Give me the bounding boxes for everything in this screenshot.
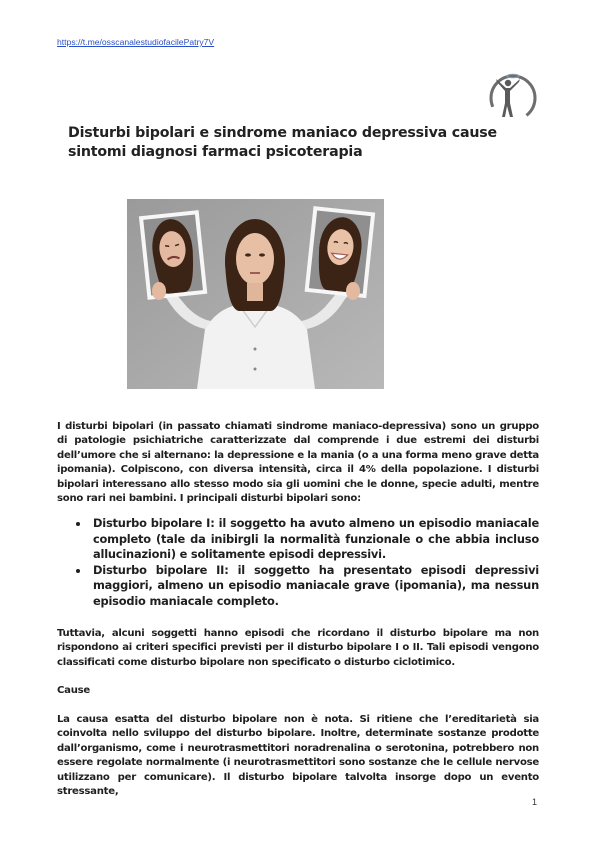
bullet-icon: [76, 569, 80, 573]
intro-paragraph: I disturbi bipolari (in passato chiamati sindrome maniaco-depressiva) sono un gruppo di patologie psichiatriche caratterizzate dal comprende i due estremi dei disturbi dell’umore che si alternano: la depressione e la mania (o a una forma meno grave detta ipomania). Colpiscono, con diversa intensità, circa il 4% della popolazione. I disturbi bipolari interessano allo stesso modo sia gli uomini che le donne, specie adulti, mentre sono rari nei bambini. I principali disturbi bipolari sono:: [57, 421, 539, 505]
document-title: Disturbi bipolari e sindrome maniaco depressiva cause sintomi diagnosi farmaci psicoterapia: [68, 125, 497, 160]
list-item-text: Disturbo bipolare I: il soggetto ha avuto almeno un episodio maniacale completo (tale da inibirgli la normalità funzionale o che abbia incluso allucinazioni) e solitamente episodi depressivi.: [93, 516, 539, 562]
cause-paragraph: La causa esatta del disturbo bipolare non è nota. Si ritiene che l’ereditarietà sia coinvolta nello sviluppo del disturbo bipolare. Inoltre, determinate sostanze prodotte dall’organismo, come i neurotrasmettitori noradrenalina o serotonina, potrebbero non essere regolate normalmente (i neurotrasmettitori sono sostanze che le cellule nervose utilizzano per comunicare). Il disturbo bipolare talvolta insorge dopo un evento stressante,: [57, 714, 539, 798]
page-number: 1: [532, 797, 538, 807]
bipolar-types-list: [57, 516, 539, 610]
cause-heading: Cause: [57, 685, 91, 696]
list-item: [57, 563, 539, 610]
list-item-text: Disturbo bipolare II: il soggetto ha presentato episodi depressivi maggiori, almeno un episodio maniacale grave (ipomania), ma nessun episodio maniacale completo.: [93, 562, 539, 608]
woman-holding-two-face-photos: [127, 199, 384, 389]
list-item: [57, 516, 539, 563]
telegram-link[interactable]: https://t.me/osscanalestudiofacilePatry7V: [57, 37, 215, 47]
after-list-paragraph: Tuttavia, alcuni soggetti hanno episodi che ricordano il disturbo bipolare ma non rispondono ai criteri specifici previsti per il disturbo bipolare I o II. Tali episodi vengono classificati come disturbo bipolare non specificato o disturbo ciclotimico.: [57, 628, 539, 668]
human-figure-circle-logo: [486, 70, 538, 124]
bullet-icon: [76, 522, 80, 526]
